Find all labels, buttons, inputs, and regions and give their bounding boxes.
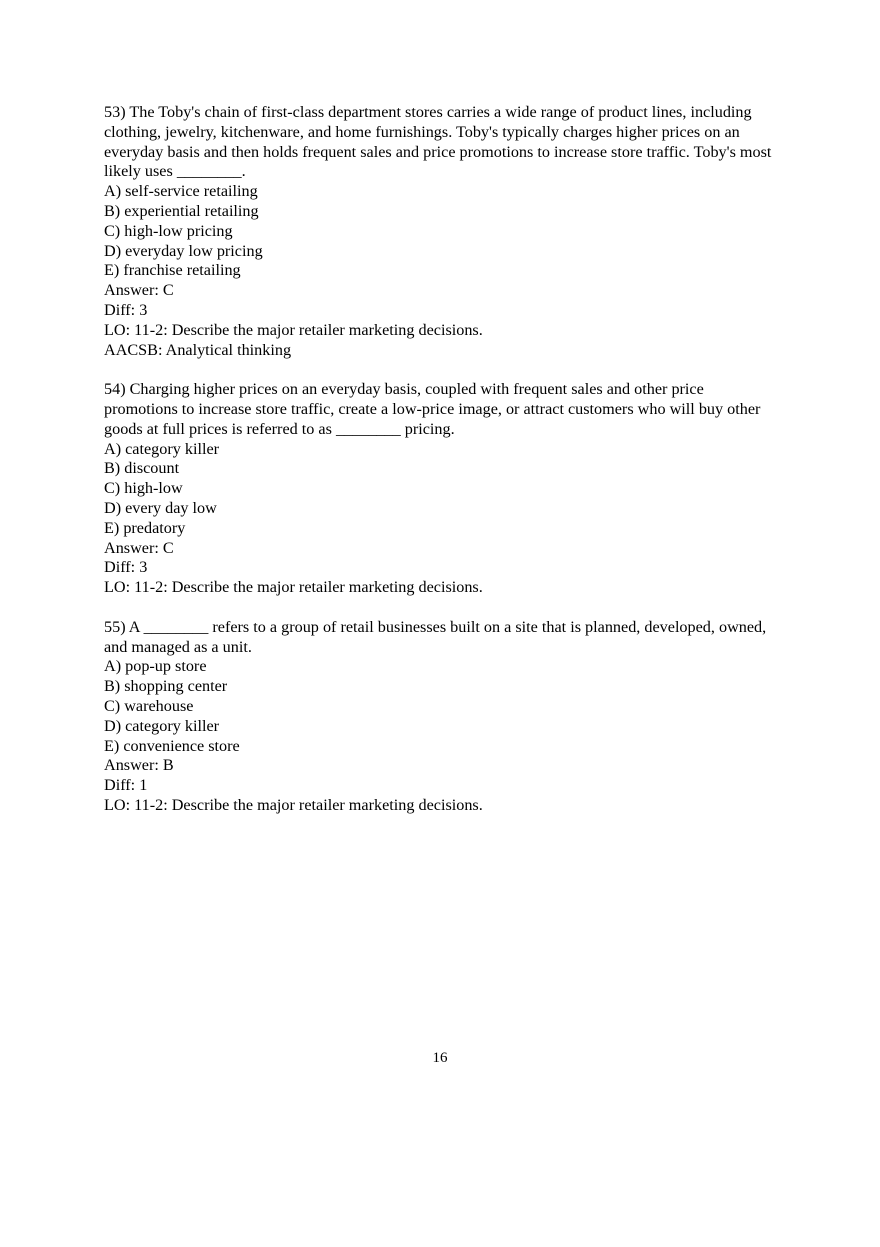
learning-objective-line: LO: 11-2: Describe the major retailer marketing decisions.: [104, 320, 483, 339]
question-stem: 55) A ________ refers to a group of retail businesses built on a site that is planned, developed, owned, and managed as a unit.: [104, 617, 767, 656]
question-55: [104, 618, 779, 816]
question-53: [104, 103, 779, 360]
difficulty-line: Diff: 3: [104, 300, 148, 319]
option-c: C) high-low: [104, 479, 183, 498]
option-b: B) experiential retailing: [104, 201, 259, 220]
option-e: E) franchise retailing: [104, 261, 241, 280]
learning-objective-line: LO: 11-2: Describe the major retailer marketing decisions.: [104, 795, 483, 814]
answer-line: Answer: C: [104, 538, 174, 557]
page-number: 16: [432, 1050, 448, 1066]
learning-objective-line: LO: 11-2: Describe the major retailer marketing decisions.: [104, 578, 483, 597]
question-stem: 54) Charging higher prices on an everyday basis, coupled with frequent sales and other price promotions to increase store traffic, create a low-price image, or attract customers who will buy other goods at full prices is referred to as ________ pricing.: [104, 380, 761, 438]
option-d: D) category killer: [104, 716, 220, 735]
option-a: A) self-service retailing: [104, 182, 258, 201]
option-d: D) everyday low pricing: [104, 241, 263, 260]
option-a: A) category killer: [104, 439, 220, 458]
option-b: B) shopping center: [104, 677, 228, 696]
question-list: [104, 103, 779, 835]
option-c: C) high-low pricing: [104, 221, 233, 240]
answer-line: Answer: B: [104, 756, 174, 775]
difficulty-line: Diff: 3: [104, 558, 148, 577]
difficulty-line: Diff: 1: [104, 776, 148, 795]
answer-line: Answer: C: [104, 281, 174, 300]
option-b: B) discount: [104, 459, 180, 478]
option-d: D) every day low: [104, 498, 217, 517]
aacsb-line: AACSB: Analytical thinking: [104, 340, 292, 359]
question-54: [104, 380, 779, 598]
option-c: C) warehouse: [104, 696, 194, 715]
question-stem: 53) The Toby's chain of first-class department stores carries a wide range of product lines, including clothing, jewelry, kitchenware, and home furnishings. Toby's typically charges higher prices on an everyday basis and then holds frequent sales and price promotions to increase store traffic. Toby's most likely uses ________.: [104, 103, 772, 181]
option-e: E) convenience store: [104, 736, 240, 755]
option-a: A) pop-up store: [104, 657, 207, 676]
option-e: E) predatory: [104, 518, 186, 537]
